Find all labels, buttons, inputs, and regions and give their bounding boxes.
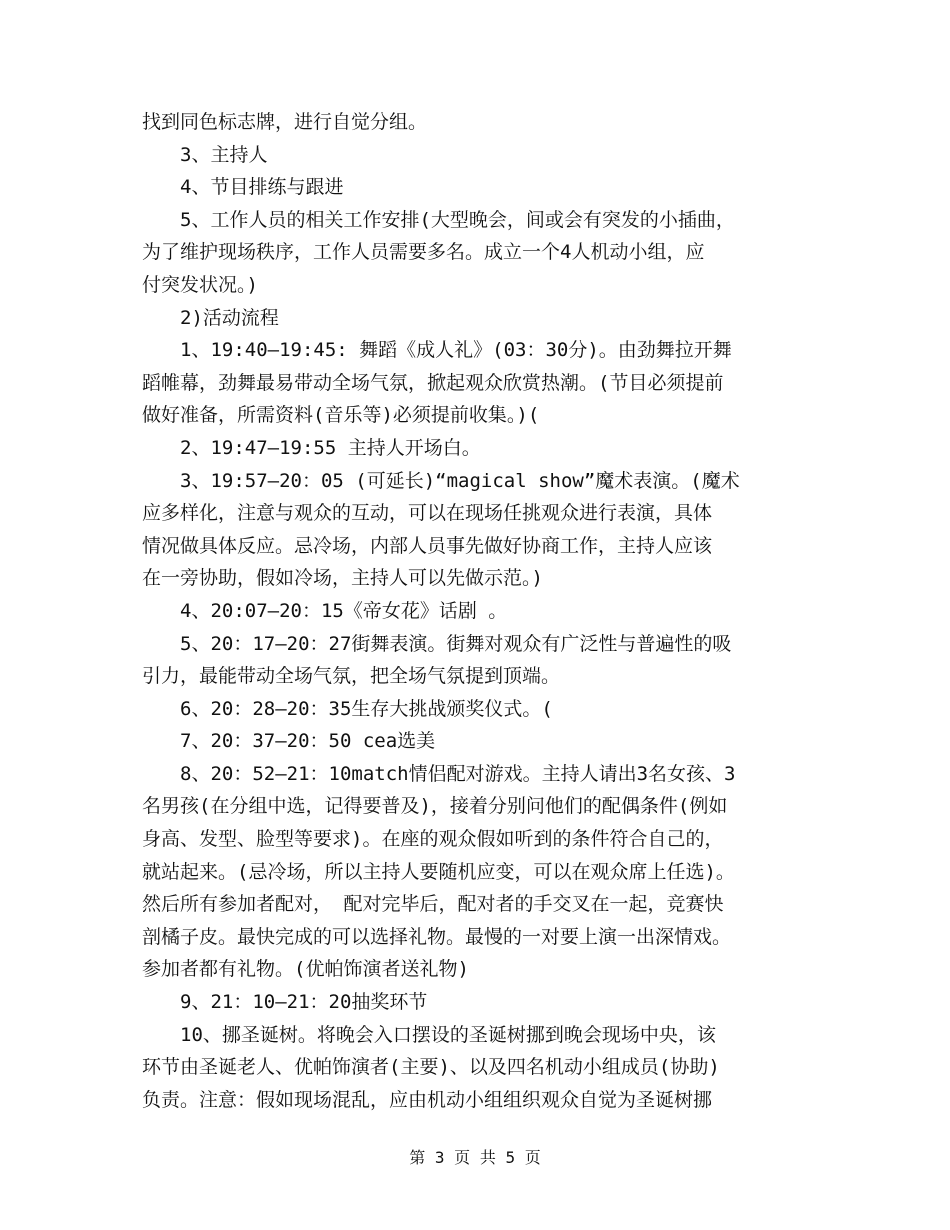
text-line: 就站起来。(忌冷场，所以主持人要随机应变，可以在观众席上任选)。	[142, 860, 735, 883]
section-heading: 2)活动流程	[180, 306, 279, 329]
text-line: 3、主持人	[180, 143, 268, 166]
text-line: 6、20：28—20：35生存大挑战颁奖仪式。(	[180, 697, 553, 720]
text-line: 负责。注意：假如现场混乱，应由机动小组组织观众自觉为圣诞树挪	[142, 1088, 713, 1111]
text-line: 情况做具体反应。忌冷场，内部人员事先做好协商工作，主持人应该	[142, 534, 713, 557]
text-line: 8、20：52—21：10match情侣配对游戏。主持人请出3名女孩、3	[180, 762, 736, 785]
text-line: 7、20：37—20：50 cea选美	[180, 730, 436, 753]
text-line: 应多样化，注意与观众的互动，可以在现场任挑观众进行表演，具体	[142, 502, 713, 525]
text-line: 5、工作人员的相关工作安排(大型晚会，间或会有突发的小插曲，	[180, 208, 735, 231]
text-line: 名男孩(在分组中选，记得要普及)，接着分别问他们的配偶条件(例如	[142, 795, 728, 818]
text-line: 1、19:40—19:45: 舞蹈《成人礼》(03：30分)。由劲舞拉开舞	[180, 339, 732, 362]
text-line: 3、19:57—20：05 (可延长)“magical show”魔术表演。(魔术	[180, 469, 740, 492]
text-line: 为了维护现场秩序，工作人员需要多名。成立一个4人机动小组，应	[142, 241, 705, 264]
text-line: 9、21：10—21：20抽奖环节	[180, 991, 428, 1014]
text-line: 找到同色标志牌，进行自觉分组。	[142, 111, 428, 133]
text-line: 引力，最能带动全场气氛，把全场气氛提到顶端。	[142, 665, 561, 688]
text-line: 蹈帷幕，劲舞最易带动全场气氛，掀起观众欣赏热潮。(节目必须提前	[142, 371, 724, 394]
text-line: 剖橘子皮。最快完成的可以选择礼物。最慢的一对要上演一出深情戏。	[142, 925, 732, 948]
text-line: 参加者都有礼物。(优帕饰演者送礼物)	[142, 958, 469, 981]
text-line: 4、节目排练与跟进	[180, 176, 344, 199]
text-line: 在一旁协助，假如冷场，主持人可以先做示范。)	[142, 567, 543, 590]
page-number-footer: 第 3 页 共 5 页	[409, 1148, 541, 1167]
text-line: 10、挪圣诞树。将晚会入口摆设的圣诞树挪到晚会现场中央，该	[180, 1023, 716, 1046]
text-line: 身高、发型、脸型等要求)。在座的观众假如听到的条件符合自己的，	[142, 828, 724, 851]
document-body	[142, 106, 812, 1116]
text-line: 然后所有参加者配对， 配对完毕后，配对者的手交叉在一起，竞赛快	[142, 893, 724, 916]
text-line: 4、20:07—20：15《帝女花》话剧 。	[180, 599, 508, 622]
text-line: 5、20：17—20：27街舞表演。街舞对观众有广泛性与普遍性的吸	[180, 632, 732, 655]
text-line: 做好准备，所需资料(音乐等)必须提前收集。)(	[142, 404, 540, 427]
text-line: 环节由圣诞老人、优帕饰演者(主要)、以及四名机动小组成员(协助)	[142, 1056, 720, 1079]
text-line: 付突发状况。)	[142, 273, 258, 296]
text-line: 2、19:47—19:55 主持人开场白。	[180, 436, 481, 459]
